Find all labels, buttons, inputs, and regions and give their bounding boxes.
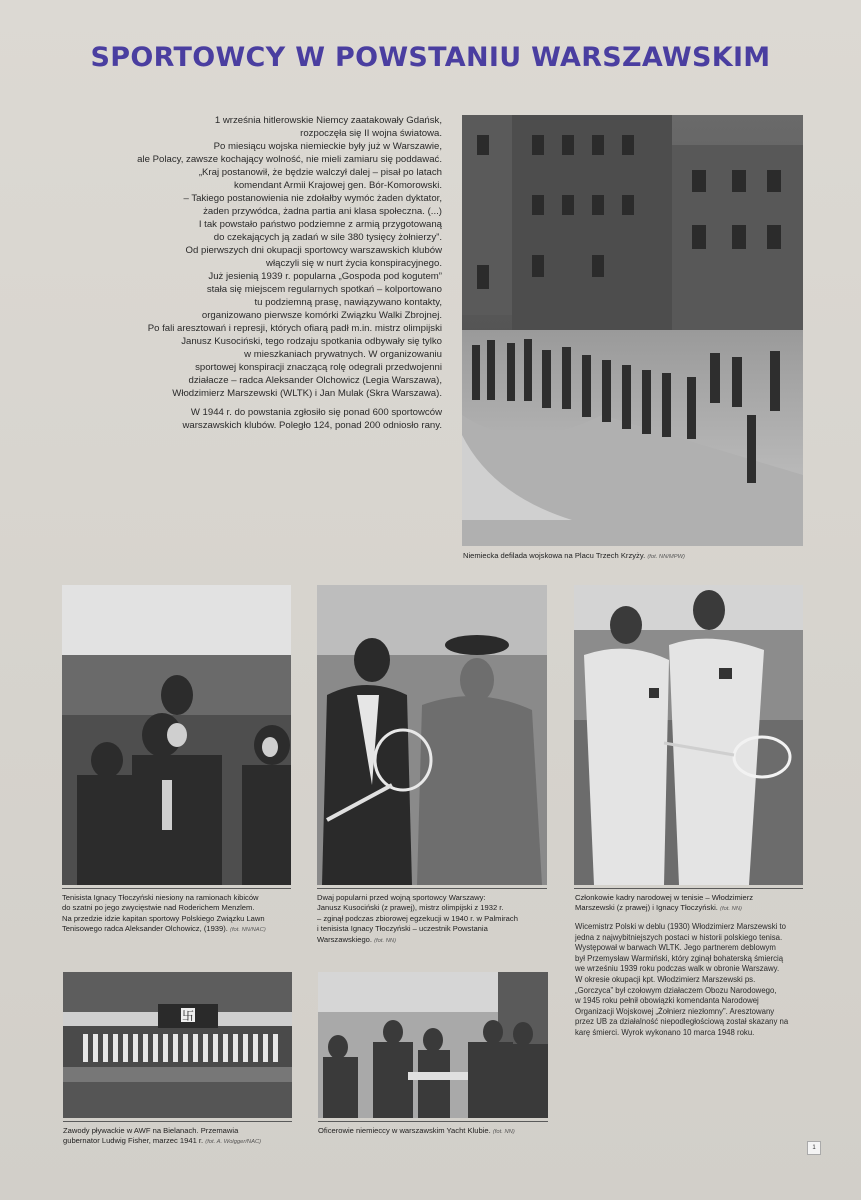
- caption-line: Marszewski (z prawej) i Ignacy Tłoczyński.: [575, 903, 718, 913]
- caption-line: – zginął podczas zbiorowej egzekucji w 1940 r. w Palmirach: [317, 913, 518, 923]
- marszewski-caption: [575, 893, 805, 915]
- intro-line: włączyli się w nurt życia konspiracyjnego.: [266, 258, 442, 269]
- intro-line: 1 września hitlerowskie Niemcy zaatakowały Gdańsk,: [214, 115, 442, 126]
- intro-line: rozpoczęła się II wojna światowa.: [300, 128, 442, 139]
- intro-line: organizowano pierwsze komórki Związku Walki Zbrojnej.: [201, 310, 442, 321]
- bio-line: w 1945 roku pełnił obowiązki komendanta Narodowej: [575, 996, 759, 1006]
- page-number: 1: [807, 1141, 821, 1155]
- intro-line: Od pierwszych dni okupacji sportowcy warszawskich klubów: [185, 245, 442, 256]
- parade-caption: [463, 551, 803, 562]
- caption-line: Na przedzie idzie kapitan sportowy Polskiego Związku Lawn: [62, 913, 265, 923]
- awf-caption: [63, 1126, 303, 1148]
- kusocinski-photo: [317, 585, 547, 885]
- photo-credit: (fot. NN/NAC): [230, 927, 266, 934]
- caption-line: Dwaj popularni przed wojną sportowcy Warszawy:: [317, 893, 486, 902]
- intro-line: ale Polacy, zawsze kochający wolność, nie mieli zamiaru się poddawać.: [137, 154, 442, 165]
- bio-line: karę śmierci. Wyrok wykonano 10 marca 1948 roku.: [575, 1027, 755, 1037]
- intro-line: „Kraj postanowił, że będzie walczył dalej – pisał po latach: [198, 167, 442, 178]
- marszewski-photo: [574, 585, 803, 885]
- kusocinski-caption: [317, 893, 557, 946]
- bio-line: „Gorczyca” był czołowym działaczem Obozu Narodowego,: [575, 985, 777, 995]
- caption-rule: [317, 888, 547, 889]
- photo-credit: (fot. NN): [492, 1129, 515, 1135]
- intro-line: Po miesiącu wojska niemieckie były już w Warszawie,: [213, 141, 442, 152]
- intro-line: Już jesienią 1939 r. popularna „Gospoda pod kogutem”: [208, 271, 442, 282]
- intro-line: W 1944 r. do powstania zgłosiło się ponad 600 sportowców: [190, 407, 442, 418]
- caption-text: Niemiecka defilada wojskowa na Placu Trzech Krzyży.: [463, 551, 646, 560]
- bio-line: jedna z najwybitniejszych postaci w historii polskiego tenisa.: [575, 932, 783, 942]
- bio-line: we wrześniu 1939 roku podczas walk w obronie Warszawy.: [575, 964, 780, 974]
- intro-line: – Takiego postanowienia nie zdołałby wymóc żaden dyktator,: [183, 193, 442, 204]
- tloczynski-caption: [62, 893, 297, 936]
- marszewski-biography: [575, 922, 805, 1039]
- caption-line: Janusz Kusociński (z prawej), mistrz olimpijski z 1932 r.: [317, 903, 504, 913]
- photo-credit: (fot. NN): [374, 937, 397, 944]
- caption-rule: [62, 888, 291, 889]
- yacht-club-photo: [318, 972, 548, 1118]
- caption-line: Tenisowego radca Aleksander Olchowicz, (1939).: [62, 924, 228, 934]
- intro-line: Po fali aresztowań i represji, których ofiarą padł m.in. mistrz olimpijski: [147, 323, 442, 334]
- caption-line: Tenisista Ignacy Tłoczyński niesiony na ramionach kibiców: [62, 893, 259, 902]
- bio-line: Wicemistrz Polski w deblu (1930) Włodzimierz Marszewski to: [575, 922, 786, 931]
- photo-credit: (fot. A. Wolgger/NAC): [205, 1139, 262, 1146]
- intro-line: do czekających ją zadań w sile 380 tysięcy żołnierzy”.: [213, 232, 442, 243]
- caption-rule: [63, 1121, 292, 1122]
- caption-line: i tenisista Ignacy Tłoczyński – uczestnik Powstania: [317, 924, 488, 934]
- caption-rule: [574, 888, 803, 889]
- yacht-club-caption: [318, 1126, 558, 1137]
- intro-line: tu podziemną prasę, nawiązywano kontakty,: [254, 297, 442, 308]
- intro-text: [100, 114, 442, 432]
- caption-text: Oficerowie niemieccy w warszawskim Yacht Klubie.: [318, 1126, 491, 1135]
- caption-line: do szatni po jego zwycięstwie nad Roderichem Menzlem.: [62, 903, 255, 913]
- intro-line: I tak powstało państwo podziemne z armią przygotowaną: [198, 219, 442, 230]
- bio-line: przez UB za działalność niepodległościową został skazany na: [575, 1017, 789, 1027]
- intro-line: komendant Armii Krajowej gen. Bór-Komorowski.: [234, 180, 442, 191]
- tloczynski-photo: [62, 585, 291, 885]
- bio-line: Organizacji Wojskowej „Żołnierz niezłomny”. Aresztowany: [575, 1006, 775, 1016]
- intro-line: sportowej konspiracji znaczącą rolę odegrali przedwojenni: [195, 362, 442, 373]
- bio-line: Występował w barwach WLTK. Jego partnerem deblowym: [575, 943, 776, 953]
- intro-line: działacze – radca Aleksander Olchowicz (Legia Warszawa),: [188, 375, 442, 386]
- intro-line: stała się miejscem regularnych spotkań – kolportowano: [206, 284, 442, 295]
- awf-photo: [63, 972, 292, 1118]
- caption-line: Zawody pływackie w AWF na Bielanach. Przemawia: [63, 1126, 239, 1135]
- bio-line: był Przemysław Warmiński, który zginął bohaterską śmiercią: [575, 953, 784, 963]
- intro-line: Włodzimierz Marszewski (WLTK) i Jan Mulak (Skra Warszawa).: [172, 388, 442, 399]
- intro-line: Janusz Kusociński, tego rodzaju spotkania odbywały się tylko: [181, 336, 442, 347]
- photo-credit: (fot. NN/MPW): [647, 554, 685, 560]
- caption-rule: [318, 1121, 548, 1122]
- svg-text:卐: 卐: [181, 1009, 195, 1023]
- caption-line: gubernator Ludwig Fisher, marzec 1941 r.: [63, 1136, 204, 1146]
- bio-line: W okresie okupacji kpt. Włodzimierz Marszewski ps.: [575, 974, 756, 984]
- intro-line: warszawskich klubów. Poległo 124, ponad 200 odniosło rany.: [182, 420, 442, 431]
- caption-line: Członkowie kadry narodowej w tenisie – Włodzimierz: [575, 893, 754, 902]
- parade-photo: [462, 115, 803, 546]
- intro-line: w mieszkaniach prywatnych. W organizowaniu: [244, 349, 442, 360]
- intro-line: żaden przywódca, żadna partia ani klasa społeczna. (...): [203, 206, 442, 217]
- page-title: SPORTOWCY W POWSTANIU WARSZAWSKIM: [90, 42, 771, 73]
- caption-line: Warszawskiego.: [317, 934, 372, 944]
- photo-credit: (fot. NN): [720, 906, 742, 913]
